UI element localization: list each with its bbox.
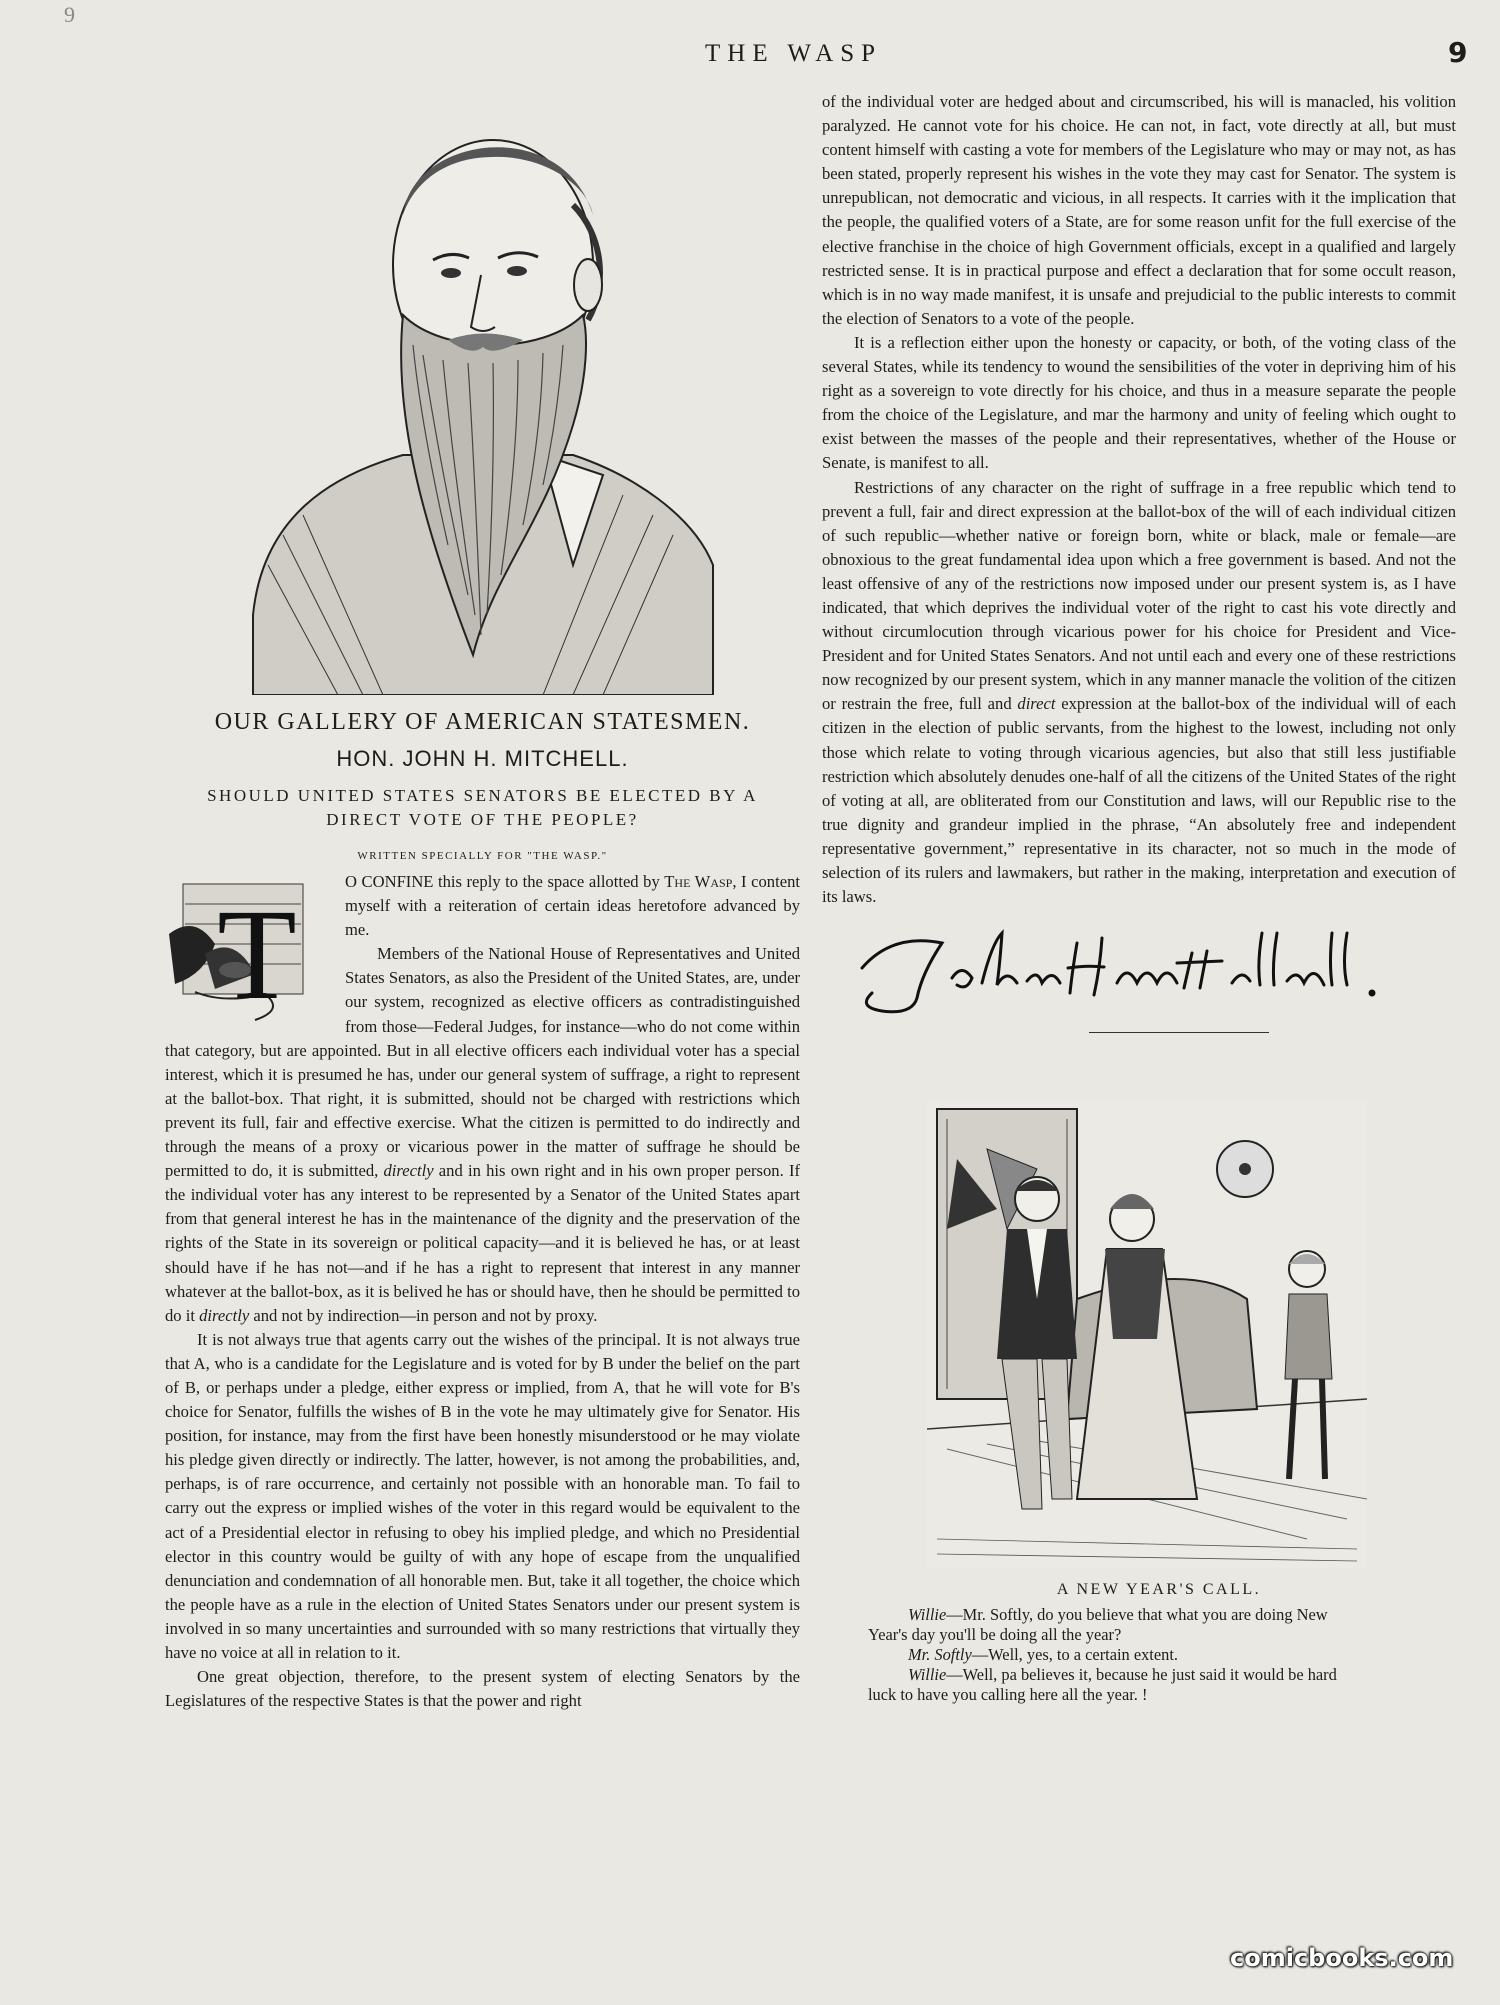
caption-line-1 [868,1605,1338,1645]
paragraph-3: It is not always true that agents carry out the wishes of the principal. It is not always true that A, who is a candidate for the Legislature and is voted for by B under the belief on the part of B, or perhaps under a pledge, either express or implied, from A, that he will vote for B's choice for Senator, fulfills the wishes of B in the vote he may ultimately give for Senator. His position, for instance, may from the first have been honestly misunderstood or he may violate his pledge given directly or indirectly. The latter, however, is not among the probabilities, and, perhaps, is of rare occurrence, and certainly not possible with an honorable man. To fail to carry out the express or implied wishes of the voter in this regard would be equivalent to the act of a Presidential elector in refusing to obey his implied pledge, and which no Presidential elector in this country would be guilty of with any hope of escape from the unqualified denunciation and condemnation of all honorable men. But, take it all together, the choice which the people have as a rule in the election of United States Senators under our present system is involved in so many uncertainties and surrounded with so many restrictions that virtually they have no voice at all in relation to it. [165,1329,800,1662]
paragraph-5: of the individual voter are hedged about and circumscribed, his will is manacled, his volition paralyzed. He cannot vote for his choice. He can not, in fact, vote directly at all, but must content himself with casting a vote for members of the Legislature who may or may not, as has been stated, properly represent his wishes in the vote they may cast for Senator. The system is unrepublican, not democratic and vicious, in all respects. It carries with it the implication that the people, the qualified voters of a State, are for some reason unfit for the full exercise of the elective franchise in the choice of high Government officials, except in a qualified and largely restricted sense. It is in practical purpose and effect a declaration that for some occult reason, which is in no way made manifest, it is unsafe and prejudicial to the public interests to commit the election of Senators to a vote of the people. [822,92,1456,328]
paragraph-2-text: Members of the National House of Representatives and United States Senators, as also the President of the United States, are, under our system, recognized as elective officers as contradistinguished from those—Federal Judges, for instance—who do not come within that category, but are appointed. But in all elective officers each individual voter has a special interest, which it is presumed he has, under our general system of suffrage, a right to represent at the ballot-box. That right, it is submitted, should not be charged with restrictions which prevent its full, fair and effective exercise. What the citizen is permitted to do indirectly and through the means of a proxy or vicarious power in the matter of suffrage he should be permitted to do, it is submitted, [165,944,800,1181]
caption-line-2 [868,1645,1338,1665]
paragraph-7 [822,476,1456,910]
paragraph-1-text-end: , I content myself with a reiteration of certain ideas heretofore advanced by me. [345,872,800,940]
paragraph-7-text: Restrictions of any character on the right of suffrage in a free republic which tend to prevent a full, fair and direct expression at the ballot-box of the will of each individual citizen of such republic—whether native or foreign born, white or black, male or female—are obnoxious to the great fundamental idea upon which a free government is based. And not the least offensive of any of the restrictions now imposed under our present system is, as I have indicated, that which deprives the individual voter of the right to cast his vote directly and without circumlocution through vicarious power for his choice for President and Vice-President and for United States Senators. And not until each and every one of these restrictions now recognized by our present system, which in any manner manacle the volition of the citizen or restrain the free, full and [822,477,1456,714]
cartoon-caption [868,1605,1338,1705]
decorative-drop-cap [165,874,333,1022]
speaker-mr-softly: Mr. Softly [908,1645,972,1665]
cartoon-title: A NEW YEAR'S CALL. [1056,1581,1262,1599]
paragraph-6: It is a reflection either upon the honesty or capacity, or both, of the voting class of the several States, while its tendency to wound the sensibilities of the voter in depriving him of his right as a sovereign to vote directly for his choice, and thus in a measure separate the people from the choice of the Legislature, and mar the harmony and unity of feeling which ought to exist between the masses of the people and their representatives, whether of the House or Senate, is manifest to all. [822,332,1456,473]
page-header [0,36,1500,80]
emphasis-direct: direct [1017,694,1056,714]
speaker-willie-2: Willie [908,1665,947,1685]
portrait-engraving [243,95,723,695]
caption-line-2-text: —Well, yes, to a certain extent. [971,1645,1178,1665]
corner-page-mark: 9 [64,2,75,27]
handwritten-signature [832,923,1432,1018]
article-body-left [165,870,800,1713]
site-watermark: comicbooks.com [1230,1944,1454,1972]
article-body-right [822,90,1456,909]
byline: WRITTEN SPECIALLY FOR "THE WASP." [357,850,608,862]
caption-line-3 [868,1665,1338,1705]
page-number: 9 [1448,36,1468,69]
caption-line-1-text: —Mr. Softly, do you believe that what you are doing New Year's day you'll be doing all the year? [868,1605,1328,1645]
caption-line-3-text: —Well, pa believes it, because he just said it would be hard luck to have you calling here all the year. ! [868,1665,1337,1705]
subject-name: HON. JOHN H. MITCHELL. [336,746,629,771]
paragraph-2-text-end: and not by indirection—in person and not by proxy. [249,1305,598,1325]
paragraph-2-text-mid: and in his own right and in his own proper person. If the individual voter has any interest to be represented by a Senator of the United States apart from that general interest he has in the maintenance of the dignity and the preservation of the rights of the State in its sovereign or political capacity—and it is believed he has, or at least should have if he has not—and if he has a right to represent that interest in any manner whatever at the ballot-box, as it is belived he has or should have, then he should be permitted to do it [165,1161,801,1325]
left-column [165,95,800,1713]
drop-cap-letter: T [217,883,297,1022]
paragraph-4: One great objection, therefore, to the present system of electing Senators by the Legislatures of the respective States is that the power and right [165,1667,800,1711]
paragraph-7-text-end: expression at the ballot-box of the individual will of each citizen in the election of public servants, from the highest to the lowest, including not only those which relate to voting through vicarious agencies, but also that still less justifiable restriction which absolutely denudes one-half of all the citizens of the United States of the right of voting at all, are obliterated from our Constitution and laws, will our Republic rise to the true dignity and grandeur implied in the phrase, “An absolutely free and independent representative government,” representative in its character, not so much in the mode of selection of its rulers and lawmakers, but rather in the making, interpretation and execution of its laws. [822,694,1456,907]
speaker-willie: Willie [908,1605,947,1625]
paragraph-1-text: O CONFINE this reply to the space allotted by [345,872,665,891]
article-question: SHOULD UNITED STATES SENATORS BE ELECTED BY A DIRECT VOTE OF THE PEOPLE? [207,786,758,829]
wasp-name: The Wasp [664,872,733,891]
gallery-title: OUR GALLERY OF AMERICAN STATESMEN. [214,709,751,735]
section-divider [1089,1032,1269,1033]
emphasis-directly: directly [383,1161,434,1181]
emphasis-directly-2: directly [199,1305,250,1325]
cartoon-illustration [927,1099,1367,1569]
right-column [822,90,1456,1705]
masthead: THE WASP [705,40,883,67]
